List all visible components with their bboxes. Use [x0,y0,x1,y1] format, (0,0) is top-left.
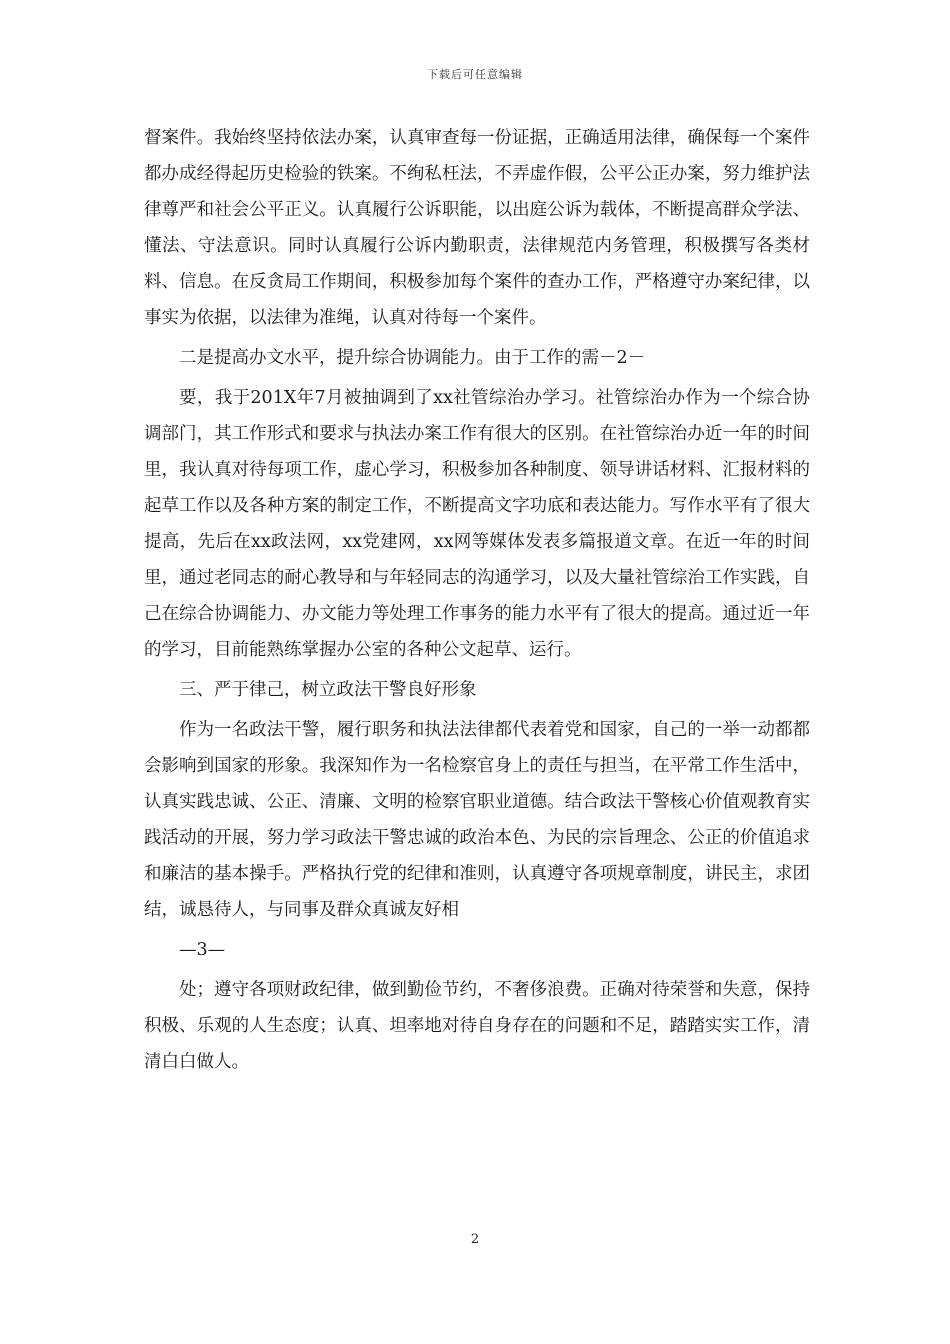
paragraph-conduct: 处；遵守各项财政纪律，做到勤俭节约，不奢侈浪费。正确对待荣誉和失意，保持积极、乐观的人生态度；认真、坦率地对待自身存在的问题和不足，踏踏实实工作，清清白白做人。 [144,980,810,1072]
paragraph-discipline: 作为一名政法干警，履行职务和执法法律都代表着党和国家，自己的一举一动都都会影响到国家的形象。我深知作为一名检察官身上的责任与担当，在平常工作生活中，认真实践忠诚、公正、清廉、文明的检察官职业道德。结合政法干警核心价值观教育实践活动的开展，努力学习政法干警忠诚的政治本色、为民的宗旨理念、公正的价值追求和廉洁的基本操手。严格执行党的纪律和准则，认真遵守各项规章制度，讲民主，求团结，诚恳待人，与同事及群众真诚友好相 [144,720,810,920]
page-number: 2 [470,1232,480,1247]
section-heading-discipline: 三、严于律己，树立政法干警良好形象 [179,680,477,700]
inline-page-marker: —3— [179,940,226,960]
paragraph-writing-ability: 要，我于201X年7月被抽调到了xx社管综治办学习。社管综治办作为一个综合协调部门，其工作形式和要求与执法办案工作有很大的区别。在社管综治办近一年的时间里，我认真对待每项工作，虚心学习，积极参加各种制度、领导讲话材料、汇报材料的起草工作以及各种方案的制定工作，不断提高文字功底和表达能力。写作水平有了很大提高，先后在xx政法网，xx党建网，xx网等媒体发表多篇报道文章。在近一年的时间里，通过老同志的耐心教导和与年轻同志的沟通学习，以及大量社管综治工作实践，自己在综合协调能力、办文能力等处理工作事务的能力水平有了很大的提高。通过近一年的学习，目前能熟练掌握办公室的各种公文起草、运行。 [144,388,810,660]
page-header: 下载后可任意编辑 [427,68,523,81]
paragraph-case-handling: 督案件。我始终坚持依法办案，认真审查每一份证据，正确适用法律，确保每一个案件都办成经得起历史检验的铁案。不绚私枉法，不弄虚作假，公平公正办案，努力维护法律尊严和社会公平正义。认真履行公诉职能，以出庭公诉为载体，不断提高群众学法、懂法、守法意识。同时认真履行公诉内勤职责，法律规范内务管理，积极撰写各类材料、信息。在反贪局工作期间，积极参加每个案件的查办工作，严格遵守办案纪律，以事实为依据，以法律为准绳，认真对待每一个案件。 [144,128,810,328]
paragraph-writing-heading: 二是提高办文水平，提升综合协调能力。由于工作的需－2－ [179,348,646,368]
document-body [144,120,810,1080]
